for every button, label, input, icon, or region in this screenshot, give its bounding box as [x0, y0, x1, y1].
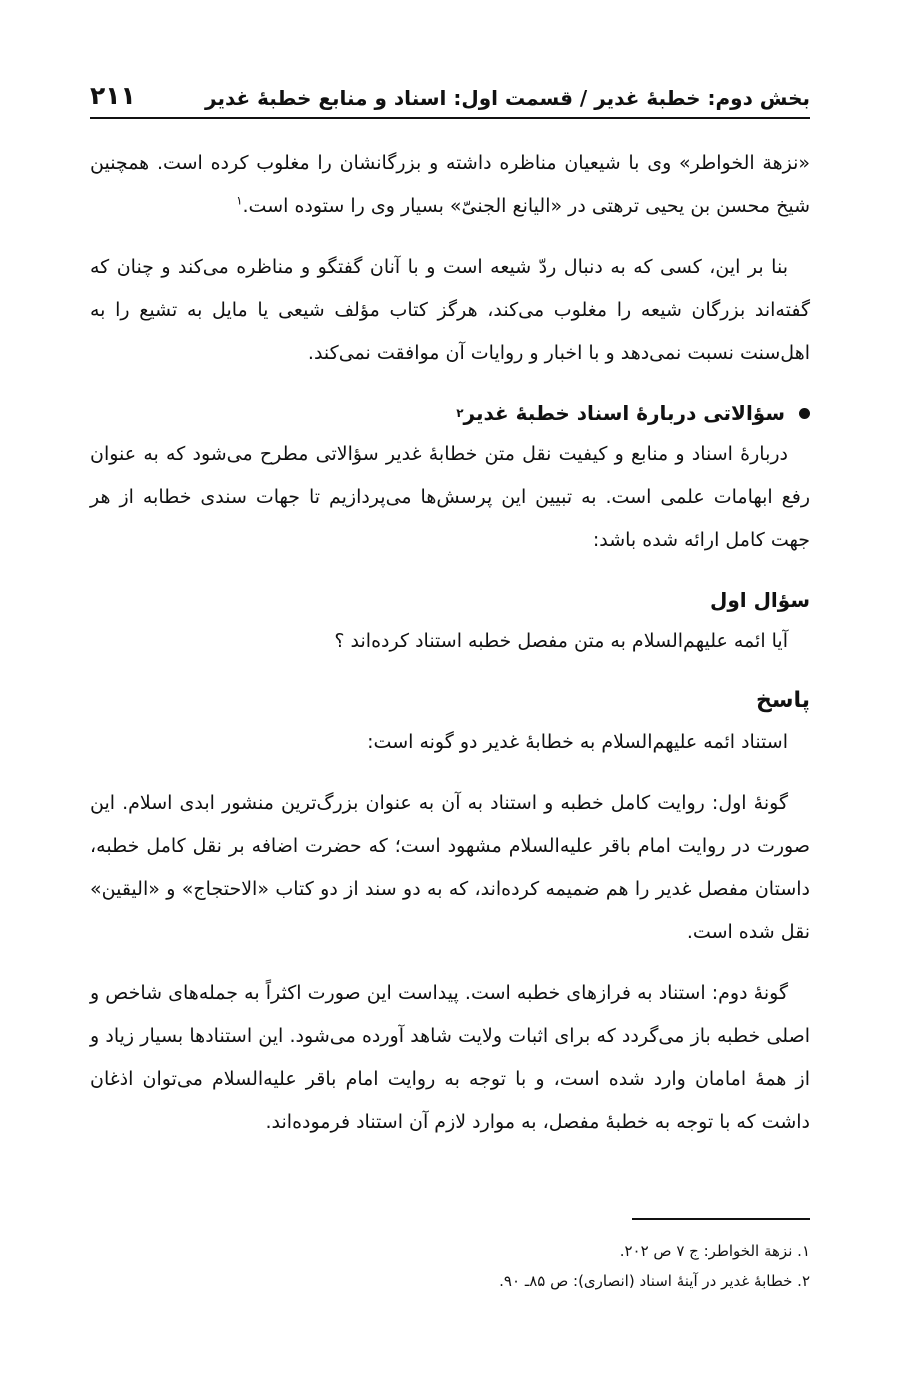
section-heading: سؤالاتی دربارهٔ اسناد خطبهٔ غدیر ۲ [90, 393, 810, 433]
bullet-icon [799, 408, 810, 419]
paragraph-conclusion: بنا بر این، کسی که به دنبال ردّ شیعه است و با آنان گفتگو و مناظره می‌کند و چنان که گفته‌اند بزرگان شیعه را مغلوب می‌کند، هرگز کتاب مؤلف شیعی یا مایل به تشیع را به اهل‌سنت نسبت نمی‌دهد و با اخبار و روایات آن موافقت نمی‌کند. [90, 256, 810, 364]
question-heading: سؤال اول [709, 588, 810, 612]
paragraph-second-type: گونهٔ دوم: استناد به فرازهای خطبه است. پیداست این صورت اکثراً به جمله‌های شاخص و اصلی خطبه باز می‌گردد که برای اثبات ولایت شاهد آورده می‌شود. این استنادها بسیار زیاد و از همهٔ امامان وارد شده است، و با توجه به روایت امام باقر علیه‌السلام می‌توان اذغان داشت که با توجه به خطبهٔ مفصل، به موارد لازم آن استناد فرموده‌اند. [90, 982, 810, 1133]
page-header [90, 70, 810, 110]
running-header-title: بخش دوم: خطبهٔ غدیر / قسمت اول: اسناد و منابع خطبهٔ غدیر [205, 86, 810, 110]
paragraph-questions-intro: دربارهٔ اسناد و منابع و کیفیت نقل متن خطابهٔ غدیر سؤالاتی مطرح می‌شود که به عنوان رفع ابهامات علمی است. به تبیین این پرسش‌ها می‌پردازیم تا جهات سندی خطابه از هر جهت کامل ارائه شده باشد: [90, 443, 810, 551]
book-page [90, 0, 810, 1390]
page-number: ۲۱۱ [90, 81, 136, 110]
answer-heading: پاسخ [755, 688, 810, 713]
section-heading-text: سؤالاتی دربارهٔ اسناد خطبهٔ غدیر [463, 401, 785, 425]
footnotes [90, 1236, 810, 1296]
page-body [90, 142, 810, 1162]
footnote-1: ۱. نزهة الخواطر: ج ۷ ص ۲۰۲. [619, 1242, 810, 1260]
paragraph-text: «نزهة الخواطر» وی با شیعیان مناظره داشته و بزرگانشان را مغلوب کرده است. همچنین شیخ محسن بن یحیی ترهتی در «الیانع الجنیّ» بسیار وی را ستوده است. [90, 152, 810, 217]
paragraph-first-type: گونهٔ اول: روایت کامل خطبه و استناد به آن به عنوان بزرگ‌ترین منشور ابدی اسلام. این صورت در روایت امام باقر علیه‌السلام مشهود است؛ که حضرت اضافه بر نقل کامل خطبه، داستان مفصل غدیر را هم ضمیمه کرده‌اند، که به دو سند از دو کتاب «الاحتجاج» و «الیقین» نقل شده است. [90, 792, 810, 943]
footnote-ref-1: ۱ [236, 193, 243, 208]
footnote-2: ۲. خطابهٔ غدیر در آینهٔ اسناد (انصاری): ص ۸۵ـ ۹۰. [499, 1272, 810, 1290]
footnote-divider [632, 1218, 810, 1220]
paragraph-nuzhat [90, 142, 810, 228]
question-text: آیا ائمه علیهم‌السلام به متن مفصل خطبه استناد کرده‌اند ؟ [334, 630, 788, 652]
header-divider [90, 117, 810, 119]
answer-text: استناد ائمه علیهم‌السلام به خطابهٔ غدیر دو گونه است: [367, 731, 788, 753]
